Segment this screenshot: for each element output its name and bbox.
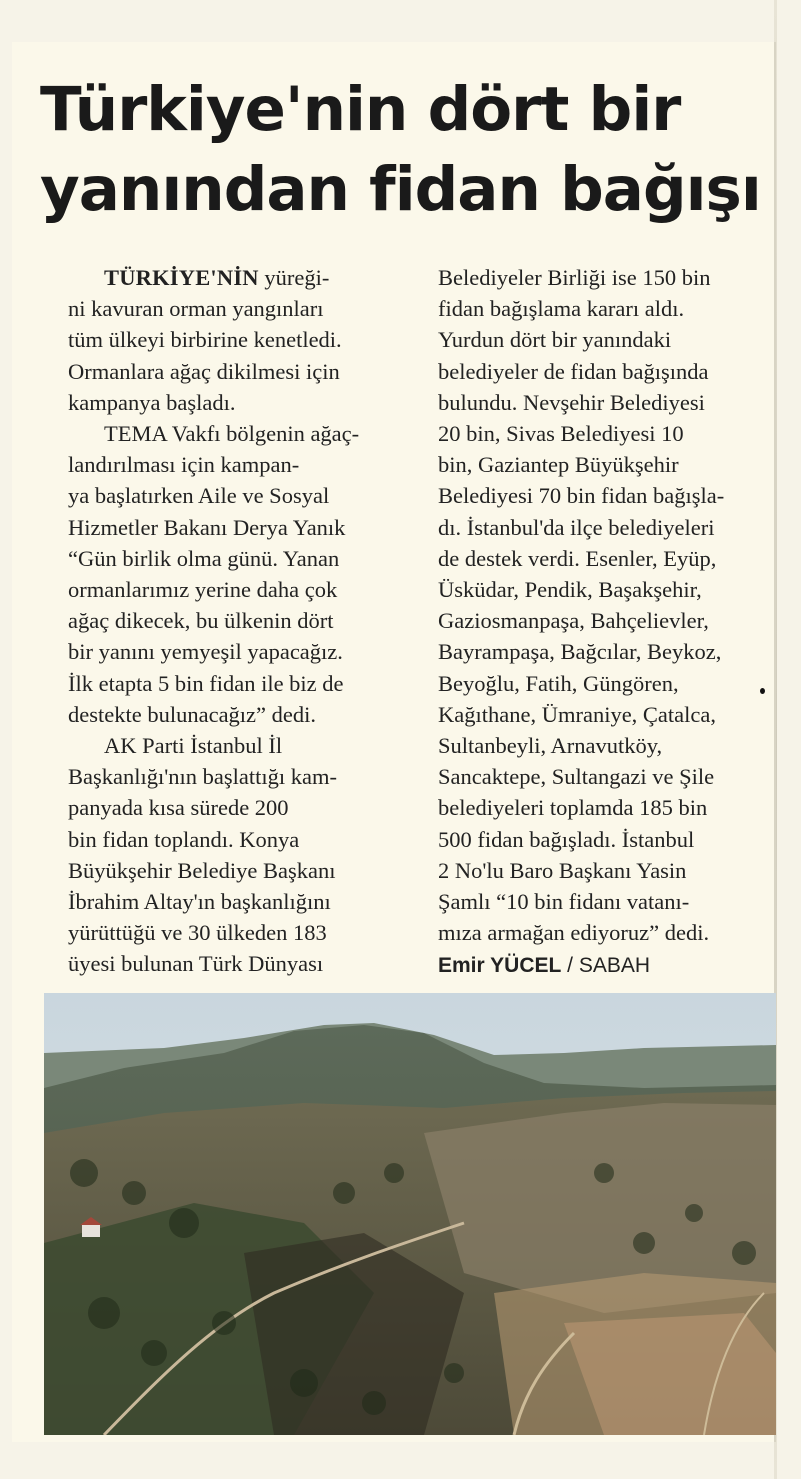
article-line: landırılması için kampan- (68, 452, 300, 478)
article-line: Yurdun dört bir yanındaki (438, 327, 672, 353)
article-line: dı. İstanbul'da ilçe belediyeleri (438, 514, 715, 540)
article-line: destekte bulunacağız” dedi. (68, 701, 317, 727)
article-lead-word: TÜRKİYE'NİN (104, 265, 259, 290)
article-line: Kağıthane, Ümraniye, Çatalca, (438, 701, 717, 727)
byline-separator: / (561, 954, 579, 978)
article-line: ni kavuran orman yangınları (68, 296, 324, 322)
article-line: İlk etapta 5 bin fidan ile biz de (68, 670, 344, 696)
article-line: Belediyeler Birliği ise 150 bin (438, 265, 711, 290)
article-line: 20 bin, Sivas Belediyesi 10 (438, 421, 684, 447)
article-line: Üsküdar, Pendik, Başakşehir, (438, 577, 702, 603)
aerial-forest-photo (44, 993, 776, 1435)
article-line: üyesi bulunan Türk Dünyası (68, 951, 324, 977)
article-line: panyada kısa sürede 200 (68, 795, 289, 821)
article-line: Gaziosmanpaşa, Bahçelievler, (438, 608, 709, 634)
article-line: ağaç dikecek, bu ülkenin dört (68, 608, 334, 634)
article-line: kampanya başladı. (68, 389, 236, 415)
article-line: Büyükşehir Belediye Başkanı (68, 857, 336, 883)
article-line (68, 262, 413, 293)
print-speck (760, 688, 765, 694)
article-line: de destek verdi. Esenler, Eyüp, (438, 545, 717, 571)
article-line: Bayrampaşa, Bağcılar, Beykoz, (438, 639, 722, 665)
article-line: mıza armağan ediyoruz” dedi. (438, 920, 710, 946)
article-headline (40, 70, 760, 230)
article-line: bir yanını yemyeşil yapacağız. (68, 639, 343, 665)
article-line: İbrahim Altay'ın başkanlığını (68, 889, 331, 915)
article-line: bulundu. Nevşehir Belediyesi (438, 389, 705, 415)
article-line: 500 fidan bağışladı. İstanbul (438, 826, 695, 852)
article-line: Ormanlara ağaç dikilmesi için (68, 358, 340, 384)
article-line: ormanlarımız yerine daha çok (68, 577, 338, 603)
article-line: tüm ülkeyi birbirine kenetledi. (68, 327, 342, 353)
article-line: Hizmetler Bakanı Derya Yanık (68, 514, 346, 540)
byline-author: Emir YÜCEL (438, 954, 562, 978)
article-line: Şamlı “10 bin fidanı vatanı- (438, 889, 690, 915)
article-column-right (438, 262, 768, 982)
article-line: AK Parti İstanbul İl (104, 733, 283, 759)
article-line: bin, Gaziantep Büyükşehir (438, 452, 679, 478)
headline-line-2: yanından fidan bağışı (40, 154, 761, 225)
article-line: Belediyesi 70 bin fidan bağışla- (438, 483, 725, 509)
headline-line-1: Türkiye'nin dört bir (40, 74, 681, 145)
article-line: belediyeleri toplamda 185 bin (438, 795, 708, 821)
article-line: ya başlatırken Aile ve Sosyal (68, 483, 330, 509)
article-line: fidan bağışlama kararı aldı. (438, 296, 685, 322)
article-line: Sultanbeyli, Arnavutköy, (438, 733, 663, 759)
article-line: 2 No'lu Baro Başkanı Yasin (438, 857, 687, 883)
article-line: Sancaktepe, Sultangazi ve Şile (438, 764, 715, 790)
article-line: TEMA Vakfı bölgenin ağaç- (104, 421, 360, 447)
byline (438, 950, 768, 981)
article-line: Başkanlığı'nın başlattığı kam- (68, 764, 338, 790)
article-line: “Gün birlik olma günü. Yanan (68, 545, 340, 571)
article-line: yürüttüğü ve 30 ülkeden 183 (68, 920, 327, 946)
article-line: belediyeler de fidan bağışında (438, 358, 709, 384)
article-line: bin fidan toplandı. Konya (68, 826, 300, 852)
byline-outlet: SABAH (578, 954, 651, 978)
article-lead-rest: yüreği- (258, 265, 330, 290)
article-column-left (68, 262, 413, 980)
article-line: Beyoğlu, Fatih, Güngören, (438, 670, 679, 696)
